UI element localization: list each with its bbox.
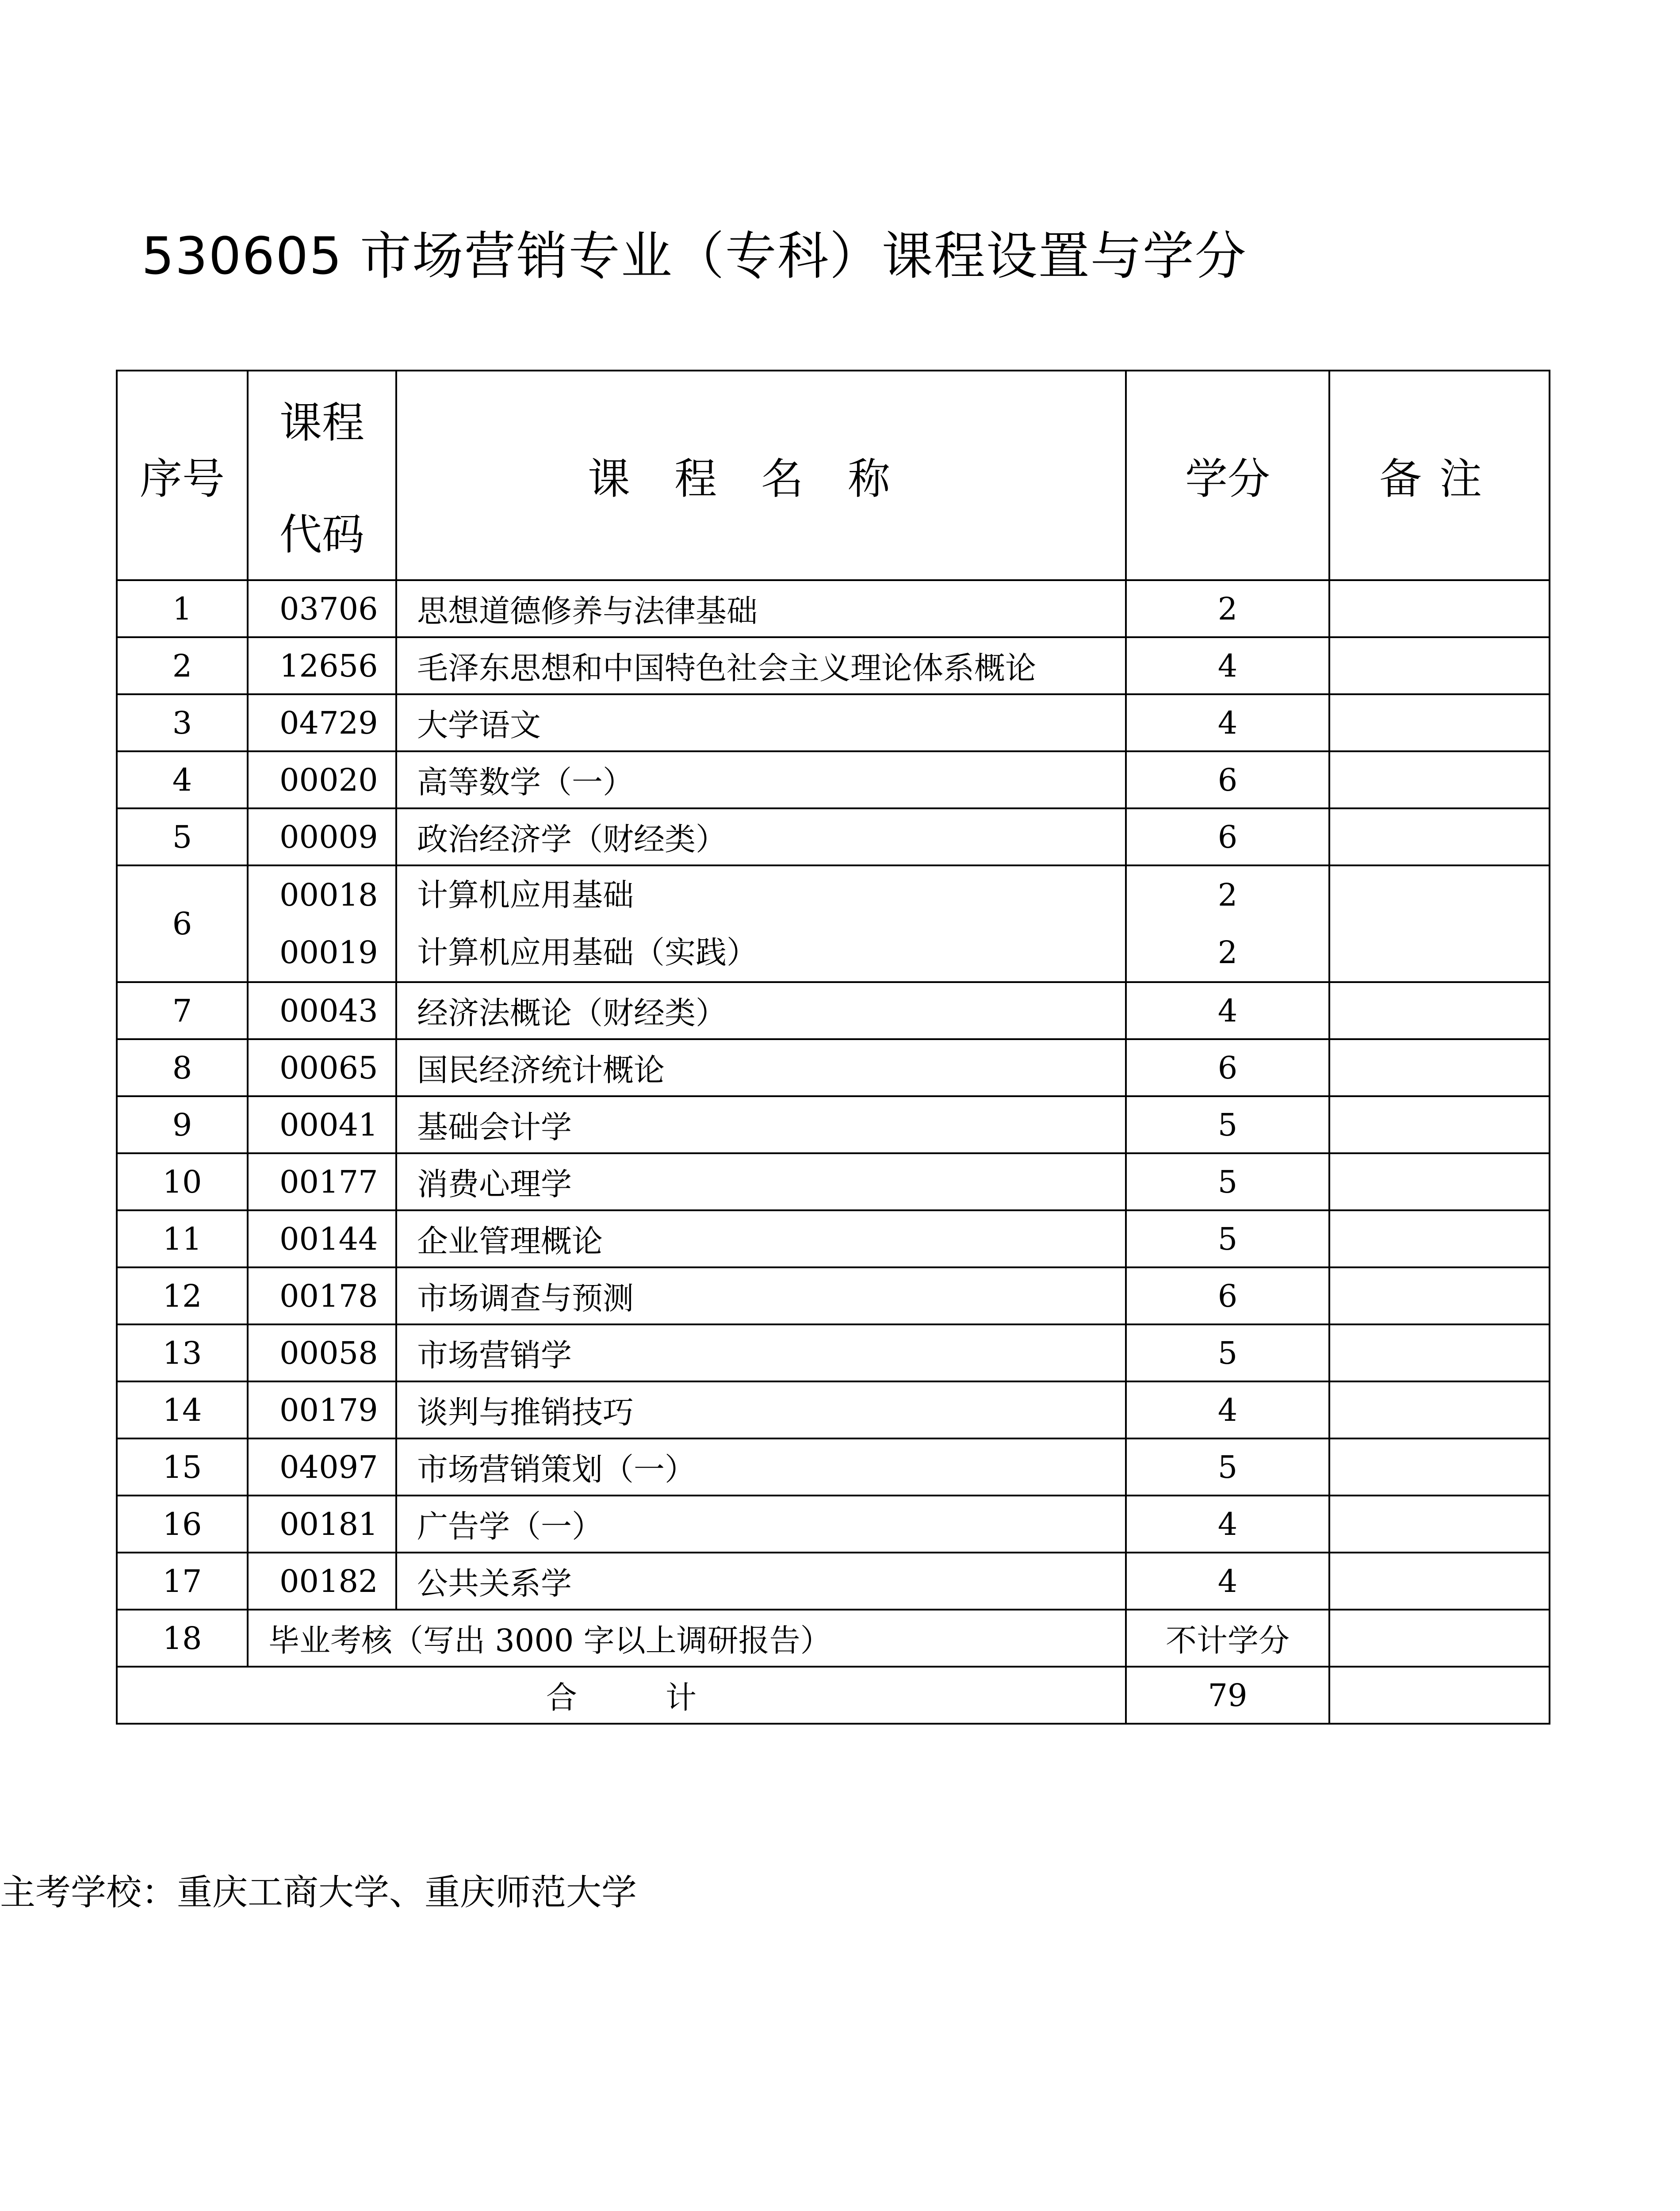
row-name: 公共关系学 xyxy=(396,1553,1126,1610)
graduation-credits: 不计学分 xyxy=(1126,1610,1329,1667)
row-code: 00182 xyxy=(248,1553,396,1610)
row-name-line: 计算机应用基础 xyxy=(417,877,634,913)
page-title: 530605 市场营销专业（专科）课程设置与学分 xyxy=(142,226,1247,286)
row-credits: 5 xyxy=(1126,1153,1329,1210)
row-remarks xyxy=(1329,751,1550,808)
row-code: 00144 xyxy=(248,1210,396,1267)
total-credits: 79 xyxy=(1126,1667,1329,1724)
table-row xyxy=(117,694,1550,751)
row-seq: 11 xyxy=(117,1210,248,1267)
row-remarks xyxy=(1329,808,1550,865)
row-code: 00181 xyxy=(248,1496,396,1553)
row-seq: 13 xyxy=(117,1324,248,1381)
table-row xyxy=(117,580,1550,637)
row-credits: 2 xyxy=(1126,580,1329,637)
row-seq: 8 xyxy=(117,1039,248,1096)
row-credits: 5 xyxy=(1126,1096,1329,1153)
row-name xyxy=(396,865,1126,982)
row-code: 00020 xyxy=(248,751,396,808)
row-name: 消费心理学 xyxy=(396,1153,1126,1210)
header-name: 课程名称 xyxy=(396,371,1126,580)
row-code: 04729 xyxy=(248,694,396,751)
graduation-row xyxy=(117,1610,1550,1667)
row-seq: 14 xyxy=(117,1381,248,1438)
header-seq: 序号 xyxy=(117,371,248,580)
row-seq: 3 xyxy=(117,694,248,751)
row-remarks xyxy=(1329,1438,1550,1496)
row-remarks xyxy=(1329,637,1550,694)
row-credits-line: 2 xyxy=(1217,877,1238,913)
row-name: 市场调查与预测 xyxy=(396,1267,1126,1324)
row-name: 国民经济统计概论 xyxy=(396,1039,1126,1096)
row-credits xyxy=(1126,865,1329,982)
row-remarks xyxy=(1329,1553,1550,1610)
row-name: 企业管理概论 xyxy=(396,1210,1126,1267)
total-label: 合计 xyxy=(117,1667,1126,1724)
row-name: 思想道德修养与法律基础 xyxy=(396,580,1126,637)
row-name: 大学语文 xyxy=(396,694,1126,751)
header-remarks: 备注 xyxy=(1329,371,1550,580)
row-code: 00065 xyxy=(248,1039,396,1096)
table-row xyxy=(117,1553,1550,1610)
row-remarks xyxy=(1329,1496,1550,1553)
row-credits: 5 xyxy=(1126,1438,1329,1496)
row-credits: 4 xyxy=(1126,637,1329,694)
table-header-row xyxy=(117,371,1550,580)
row-remarks xyxy=(1329,1210,1550,1267)
row-code-line: 00019 xyxy=(279,934,378,971)
row-name: 谈判与推销技巧 xyxy=(396,1381,1126,1438)
total-row xyxy=(117,1667,1550,1724)
row-credits: 5 xyxy=(1126,1210,1329,1267)
row-remarks xyxy=(1329,1324,1550,1381)
row-name-line: 计算机应用基础（实践） xyxy=(417,934,758,971)
row-name: 市场营销策划（一） xyxy=(396,1438,1126,1496)
header-credits: 学分 xyxy=(1126,371,1329,580)
row-seq: 9 xyxy=(117,1096,248,1153)
row-code: 00179 xyxy=(248,1381,396,1438)
row-remarks xyxy=(1329,1153,1550,1210)
row-code: 00041 xyxy=(248,1096,396,1153)
row-credits: 5 xyxy=(1126,1324,1329,1381)
row-name: 基础会计学 xyxy=(396,1096,1126,1153)
row-seq: 6 xyxy=(117,865,248,982)
table-row xyxy=(117,1438,1550,1496)
row-seq: 4 xyxy=(117,751,248,808)
row-remarks xyxy=(1329,1267,1550,1324)
table-row xyxy=(117,1096,1550,1153)
header-code xyxy=(248,371,396,580)
row-remarks xyxy=(1329,694,1550,751)
table-row xyxy=(117,1324,1550,1381)
table-row xyxy=(117,1210,1550,1267)
table-row xyxy=(117,808,1550,865)
row-name: 广告学（一） xyxy=(396,1496,1126,1553)
row-seq: 16 xyxy=(117,1496,248,1553)
row-name: 经济法概论（财经类） xyxy=(396,982,1126,1039)
row-code: 12656 xyxy=(248,637,396,694)
course-table xyxy=(116,370,1550,1725)
row-name: 政治经济学（财经类） xyxy=(396,808,1126,865)
row-credits: 4 xyxy=(1126,694,1329,751)
row-remarks xyxy=(1329,1610,1550,1667)
row-seq: 18 xyxy=(117,1610,248,1667)
row-seq: 17 xyxy=(117,1553,248,1610)
row-code xyxy=(248,865,396,982)
row-credits-line: 2 xyxy=(1217,934,1238,971)
row-credits: 6 xyxy=(1126,808,1329,865)
table-row xyxy=(117,751,1550,808)
row-remarks xyxy=(1329,580,1550,637)
row-seq: 12 xyxy=(117,1267,248,1324)
exam-schools: 主考学校：重庆工商大学、重庆师范大学 xyxy=(0,1872,637,1913)
row-remarks xyxy=(1329,1667,1550,1724)
row-code: 00058 xyxy=(248,1324,396,1381)
row-credits: 4 xyxy=(1126,1496,1329,1553)
row-code: 03706 xyxy=(248,580,396,637)
row-credits: 6 xyxy=(1126,1267,1329,1324)
table-row xyxy=(117,1153,1550,1210)
header-code-bottom: 代码 xyxy=(279,510,364,559)
row-credits: 6 xyxy=(1126,1039,1329,1096)
row-name: 毛泽东思想和中国特色社会主义理论体系概论 xyxy=(396,637,1126,694)
table-row xyxy=(117,1381,1550,1438)
row-seq: 1 xyxy=(117,580,248,637)
row-code: 00177 xyxy=(248,1153,396,1210)
row-remarks xyxy=(1329,865,1550,982)
table-row xyxy=(117,982,1550,1039)
row-code: 00178 xyxy=(248,1267,396,1324)
table-row xyxy=(117,1267,1550,1324)
row-seq: 10 xyxy=(117,1153,248,1210)
row-name: 市场营销学 xyxy=(396,1324,1126,1381)
table-row xyxy=(117,1039,1550,1096)
row-credits: 6 xyxy=(1126,751,1329,808)
row-remarks xyxy=(1329,1381,1550,1438)
row-credits: 4 xyxy=(1126,982,1329,1039)
row-seq: 5 xyxy=(117,808,248,865)
row-code: 04097 xyxy=(248,1438,396,1496)
table-row xyxy=(117,865,1550,982)
row-code: 00043 xyxy=(248,982,396,1039)
row-code-line: 00018 xyxy=(279,877,378,913)
row-code: 00009 xyxy=(248,808,396,865)
header-code-top: 课程 xyxy=(279,398,364,448)
table-row xyxy=(117,637,1550,694)
row-seq: 15 xyxy=(117,1438,248,1496)
row-seq: 7 xyxy=(117,982,248,1039)
graduation-name: 毕业考核（写出 3000 字以上调研报告） xyxy=(248,1610,1126,1667)
table-row xyxy=(117,1496,1550,1553)
row-seq: 2 xyxy=(117,637,248,694)
row-remarks xyxy=(1329,1039,1550,1096)
row-remarks xyxy=(1329,982,1550,1039)
row-remarks xyxy=(1329,1096,1550,1153)
row-credits: 4 xyxy=(1126,1553,1329,1610)
row-name: 高等数学（一） xyxy=(396,751,1126,808)
row-credits: 4 xyxy=(1126,1381,1329,1438)
